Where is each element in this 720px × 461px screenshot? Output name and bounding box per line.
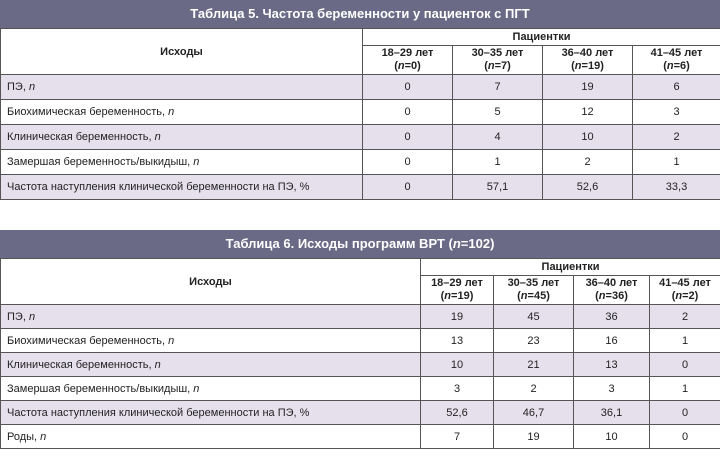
cell: 19 xyxy=(494,425,574,449)
age-column-header: 30–35 лет (n=45) xyxy=(494,276,574,305)
table-5 xyxy=(0,0,720,200)
table-6 xyxy=(0,230,720,449)
outcome-header: Исходы xyxy=(1,29,363,75)
cell: 16 xyxy=(574,329,650,353)
cell: 10 xyxy=(421,353,494,377)
cell: 2 xyxy=(633,125,720,150)
table-row xyxy=(1,75,720,100)
cell: 23 xyxy=(494,329,574,353)
cell: 12 xyxy=(543,100,633,125)
table-row xyxy=(1,425,720,449)
table-row xyxy=(1,125,720,150)
cell: 1 xyxy=(650,329,720,353)
cell: 0 xyxy=(650,425,720,449)
table-row xyxy=(1,100,720,125)
age-column-header: 18–29 лет (n=19) xyxy=(421,276,494,305)
cell: 10 xyxy=(574,425,650,449)
table-row xyxy=(1,175,720,200)
row-label: Биохимическая беременность, n xyxy=(1,100,363,125)
table-5-title: Таблица 5. Частота беременности у пациенток с ПГТ xyxy=(0,0,720,28)
table-row xyxy=(1,377,720,401)
cell: 19 xyxy=(421,305,494,329)
cell: 3 xyxy=(633,100,720,125)
cell: 7 xyxy=(421,425,494,449)
table-row xyxy=(1,150,720,175)
cell: 3 xyxy=(421,377,494,401)
cell: 0 xyxy=(363,125,453,150)
age-column-header: 41–45 лет (n=6) xyxy=(633,46,720,75)
age-column-header: 18–29 лет (n=0) xyxy=(363,46,453,75)
cell: 33,3 xyxy=(633,175,720,200)
row-label: Клиническая беременность, n xyxy=(1,353,421,377)
cell: 0 xyxy=(363,175,453,200)
age-column-header: 36–40 лет (n=19) xyxy=(543,46,633,75)
cell: 6 xyxy=(633,75,720,100)
table-row xyxy=(1,353,720,377)
cell: 46,7 xyxy=(494,401,574,425)
cell: 0 xyxy=(363,150,453,175)
row-label: ПЭ, n xyxy=(1,305,421,329)
row-label: Биохимическая беременность, n xyxy=(1,329,421,353)
patients-header: Пациентки xyxy=(421,259,720,276)
table-row xyxy=(1,305,720,329)
cell: 0 xyxy=(650,353,720,377)
cell: 1 xyxy=(633,150,720,175)
cell: 57,1 xyxy=(453,175,543,200)
cell: 52,6 xyxy=(421,401,494,425)
cell: 1 xyxy=(650,377,720,401)
row-label: Замершая беременность/выкидыш, n xyxy=(1,150,363,175)
cell: 2 xyxy=(650,305,720,329)
row-label: ПЭ, n xyxy=(1,75,363,100)
cell: 4 xyxy=(453,125,543,150)
cell: 0 xyxy=(363,75,453,100)
patients-header: Пациентки xyxy=(363,29,720,46)
table-5-grid xyxy=(0,28,720,200)
cell: 13 xyxy=(574,353,650,377)
row-label: Частота наступления клинической беременности на ПЭ, % xyxy=(1,401,421,425)
cell: 19 xyxy=(543,75,633,100)
cell: 7 xyxy=(453,75,543,100)
cell: 10 xyxy=(543,125,633,150)
age-column-header: 41–45 лет (n=2) xyxy=(650,276,720,305)
cell: 1 xyxy=(453,150,543,175)
cell: 36 xyxy=(574,305,650,329)
cell: 2 xyxy=(543,150,633,175)
row-label: Замершая беременность/выкидыш, n xyxy=(1,377,421,401)
cell: 2 xyxy=(494,377,574,401)
table-6-grid xyxy=(0,258,720,449)
table-row xyxy=(1,329,720,353)
cell: 45 xyxy=(494,305,574,329)
row-label: Роды, n xyxy=(1,425,421,449)
cell: 3 xyxy=(574,377,650,401)
outcome-header: Исходы xyxy=(1,259,421,305)
cell: 52,6 xyxy=(543,175,633,200)
cell: 5 xyxy=(453,100,543,125)
cell: 13 xyxy=(421,329,494,353)
age-column-header: 30–35 лет (n=7) xyxy=(453,46,543,75)
age-column-header: 36–40 лет (n=36) xyxy=(574,276,650,305)
table-row xyxy=(1,401,720,425)
cell: 36,1 xyxy=(574,401,650,425)
table-6-title: Таблица 6. Исходы программ ВРТ (n=102) xyxy=(0,230,720,258)
row-label: Частота наступления клинической беременности на ПЭ, % xyxy=(1,175,363,200)
cell: 21 xyxy=(494,353,574,377)
row-label: Клиническая беременность, n xyxy=(1,125,363,150)
cell: 0 xyxy=(650,401,720,425)
cell: 0 xyxy=(363,100,453,125)
